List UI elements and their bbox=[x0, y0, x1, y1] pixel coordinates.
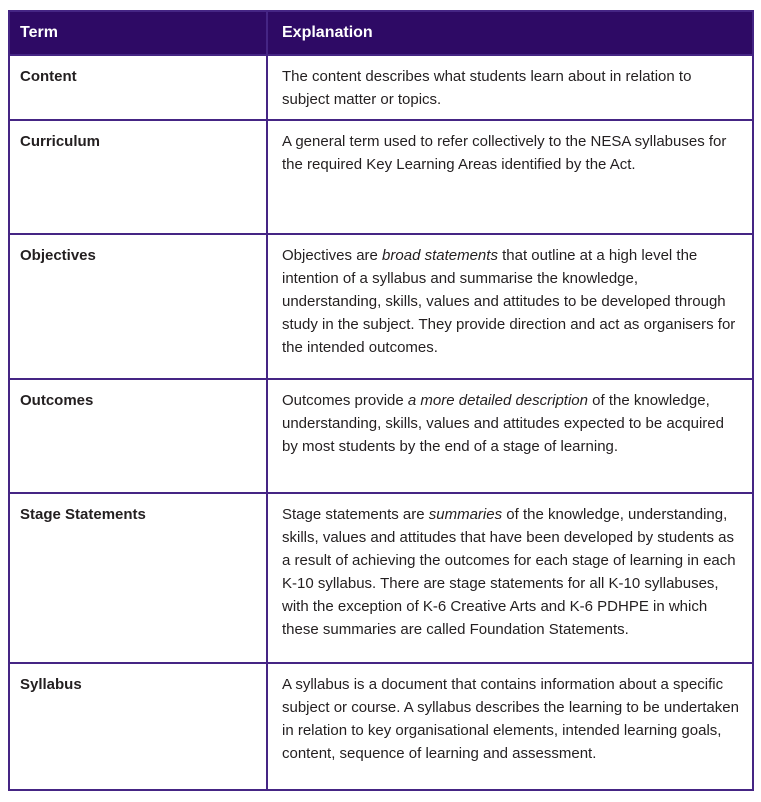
term-cell: Curriculum bbox=[9, 120, 267, 234]
table-header bbox=[9, 11, 753, 55]
table-row bbox=[9, 55, 753, 120]
explanation-italic-segment: summaries bbox=[428, 506, 503, 523]
term-cell: Outcomes bbox=[9, 379, 267, 493]
term-cell: Objectives bbox=[9, 234, 267, 379]
explanation-cell bbox=[267, 55, 753, 120]
table-row bbox=[9, 379, 753, 493]
column-header-explanation: Explanation bbox=[267, 11, 753, 55]
table-row bbox=[9, 120, 753, 234]
explanation-cell bbox=[267, 234, 753, 379]
term-cell: Stage Statements bbox=[9, 493, 267, 663]
explanation-cell bbox=[267, 663, 753, 790]
table-row bbox=[9, 663, 753, 790]
explanation-italic-segment: broad statements bbox=[382, 247, 498, 264]
explanation-segment: The content describes what students learn about in relation to subject matter or topics. bbox=[282, 68, 692, 108]
column-header-term: Term bbox=[9, 11, 267, 55]
glossary-table bbox=[8, 10, 754, 791]
explanation-cell bbox=[267, 120, 753, 234]
explanation-segment: of the knowledge, understanding, skills, values and attitudes that have been developed by students as a result of achieving the outcomes for each stage of learning in each K-10 syllabus. There are stage statements for all K-10 syllabuses, with the exception of K-6 Creative Arts and K-6 PDHPE in which these summaries are called Foundation Statements. bbox=[282, 506, 736, 638]
explanation-cell bbox=[267, 493, 753, 663]
explanation-segment: A syllabus is a document that contains information about a specific subject or course. A syllabus describes the learning to be undertaken in relation to key organisational elements, intended learning goals, content, sequence of learning and assessment. bbox=[282, 676, 739, 762]
table-body bbox=[9, 55, 753, 790]
header-row bbox=[9, 11, 753, 55]
explanation-segment: Stage statements are bbox=[282, 506, 429, 523]
explanation-cell bbox=[267, 379, 753, 493]
explanation-segment: A general term used to refer collectively to the NESA syllabuses for the required Key Learning Areas identified by the Act. bbox=[282, 133, 727, 173]
explanation-segment: Objectives are bbox=[282, 247, 383, 264]
explanation-segment: that outline at a high level the intention of a syllabus and summarise the knowledge, understanding, skills, values and attitudes to be developed through study in the subject. They provide direction and act as organisers for the intended outcomes. bbox=[282, 247, 736, 356]
term-cell: Syllabus bbox=[9, 663, 267, 790]
term-cell: Content bbox=[9, 55, 267, 120]
explanation-segment: Outcomes provide bbox=[282, 392, 408, 409]
table-row bbox=[9, 234, 753, 379]
explanation-segment: of the knowledge, understanding, skills, values and attitudes expected to be acquired by most students by the end of a stage of learning. bbox=[282, 392, 724, 455]
explanation-italic-segment: a more detailed description bbox=[407, 392, 588, 409]
table-row bbox=[9, 493, 753, 663]
